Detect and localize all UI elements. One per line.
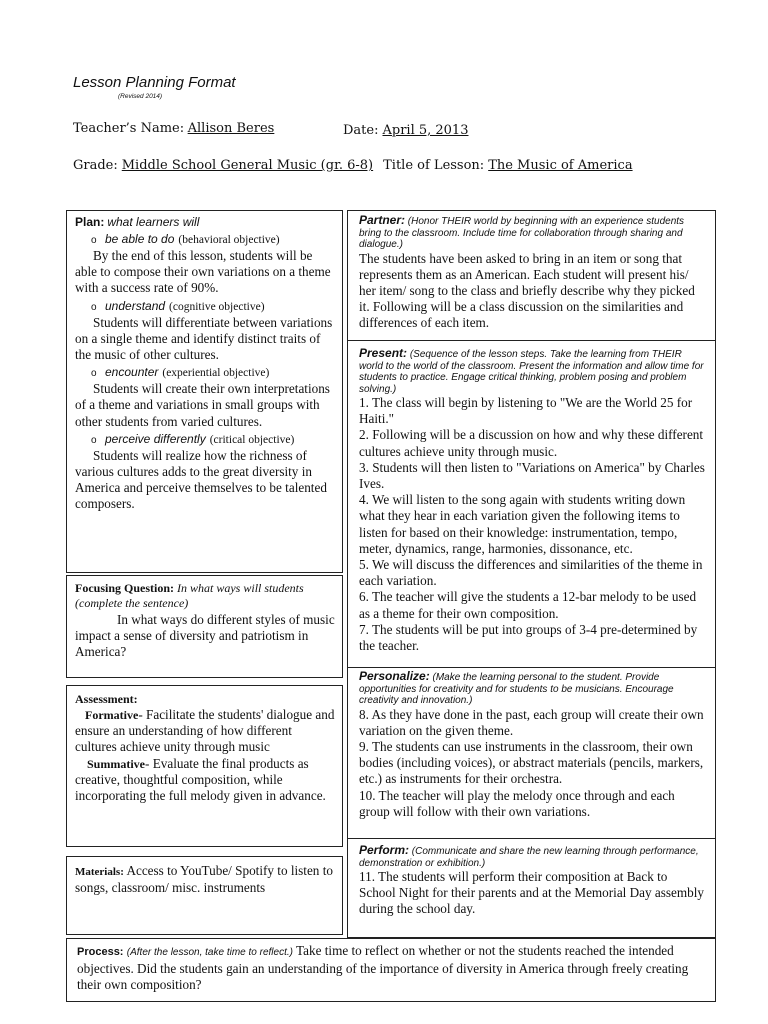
- process-paragraph: [77, 943, 707, 994]
- perform-header: [359, 845, 707, 869]
- partner-text: The students have been asked to bring in an item or song that represents them as an American. Each student will present his/ her item/ song to the class and briefly describe why they picked it. Following will be a class discussion on the similarities and differences of each item.: [359, 250, 695, 331]
- objective-verb: understand: [105, 298, 166, 313]
- summative-text: - Evaluate the final products as creative, thoughtful composition, while incorporating the full melody given in advance.: [75, 755, 326, 804]
- objective-type: (critical objective): [209, 433, 295, 446]
- materials-text: Access to YouTube/ Spotify to listen to songs, classroom/ misc. instruments: [75, 863, 333, 896]
- materials-paragraph: [75, 863, 336, 896]
- personalize-header: [359, 671, 707, 707]
- bullet-icon: o: [91, 434, 97, 446]
- lesson-title-label: Title of Lesson:: [383, 158, 485, 173]
- bullet-icon: o: [91, 301, 97, 313]
- objective-critical: [75, 430, 336, 448]
- right-column: [347, 210, 716, 938]
- partner-label: Partner:: [359, 213, 406, 227]
- teacher-name-row: [73, 121, 296, 137]
- objective-text: By the end of this lesson, students will be able to compose their own variations on a theme with a success rate of 90%.: [75, 248, 331, 296]
- teacher-name-label: Teacher’s Name:: [73, 121, 185, 136]
- plan-header: [75, 215, 336, 230]
- grade-row: [73, 156, 633, 174]
- assessment-box: [66, 685, 343, 847]
- personalize-step: 8. As they have done in the past, each group will create their own variation on the given theme.: [359, 706, 704, 738]
- objective-verb: encounter: [105, 365, 159, 380]
- objective-verb: be able to do: [105, 232, 175, 246]
- focusing-text: In what ways do different styles of music impact a sense of diversity and patriotism in America?: [75, 612, 335, 660]
- materials-box: [66, 856, 343, 935]
- perform-note: (Communicate and share the new learning through performance, demonstration or exhibition.): [359, 846, 699, 869]
- date-row: [343, 121, 484, 139]
- personalize-step: 9. The students can use instruments in the classroom, their own bodies (including voices), or abstract materials (pencils, markers, etc.) as instruments for their orchestra.: [359, 738, 704, 787]
- present-label: Present:: [359, 346, 408, 360]
- partner-section: [348, 211, 715, 341]
- objective-text: Students will differentiate between variations on a single theme and identify distinct traits of the music of other cultures.: [75, 314, 333, 363]
- personalize-label: Personalize:: [359, 669, 430, 683]
- present-step: 2. Following will be a discussion on how and why these different cultures achieve unity through music.: [359, 427, 704, 459]
- summative-label: Summative: [87, 756, 145, 771]
- materials-label: Materials:: [75, 866, 124, 878]
- objective-behavioral: [75, 230, 336, 248]
- objective-experiential: [75, 363, 336, 381]
- present-step: 7. The students will be put into groups of 3-4 pre-determined by the teacher.: [359, 621, 698, 654]
- perform-text: 11. The students will perform their composition at Back to School Night for their parents and at the Memorial Day assembly during the school day.: [359, 869, 704, 917]
- grade-label: Grade:: [73, 158, 118, 173]
- bullet-icon: o: [91, 368, 97, 380]
- objective-verb: perceive differently: [105, 431, 206, 446]
- personalize-section: [348, 668, 715, 839]
- objective-type: (cognitive objective): [169, 300, 265, 313]
- present-step: 4. We will listen to the song again with students writing down what they hear in each variation given the following items to listen for based on their knowledge: instrumentation, tempo, meter, dynamics, range, harmonies, dissonance, etc.: [359, 492, 686, 556]
- present-step: 5. We will discuss the differences and similarities of the theme in each variation.: [359, 557, 703, 589]
- formative-label: Formative: [85, 708, 139, 722]
- objective-type: (experiential objective): [162, 367, 270, 380]
- objective-cognitive: [75, 297, 336, 315]
- grade-value: Middle School General Music (gr. 6-8): [121, 158, 374, 173]
- objective-text: Students will realize how the richness of various cultures adds to the great diversity in America and perceive themselves to be talented composers.: [75, 447, 327, 512]
- page-title: Lesson Planning Format: [73, 74, 236, 91]
- objective-type: (behavioral objective): [178, 234, 280, 246]
- present-step: 3. Students will then listen to "Variations on America" by Charles Ives.: [359, 459, 705, 492]
- focusing-header: [75, 581, 336, 611]
- process-label: Process:: [77, 946, 124, 958]
- present-step: 6. The teacher will give the students a 12-bar melody to be used as a theme for their own composition.: [359, 589, 697, 621]
- assessment-label: Assessment:: [75, 692, 138, 706]
- focusing-question-box: [66, 575, 343, 678]
- formative-text: - Facilitate the students' dialogue and ensure an understanding of how different cultures achieve unity through music: [75, 707, 335, 755]
- plan-label: Plan:: [75, 215, 105, 229]
- summative-paragraph: [75, 756, 336, 805]
- process-text: Take time to reflect on whether or not the students reached the intended objectives. Did the students gain an understanding of the importance of diversity in America through freely creating their own composition?: [77, 943, 689, 993]
- focusing-label: Focusing Question:: [75, 581, 175, 595]
- plan-subtitle: what learners will: [107, 215, 200, 229]
- personalize-note: (Make the learning personal to the student. Provide opportunities for creativity and for students to be musicians. Encourage creativity and innovation.): [359, 672, 674, 706]
- date-label: Date:: [343, 123, 379, 138]
- present-section: [348, 341, 715, 668]
- perform-label: Perform:: [359, 843, 410, 857]
- partner-header: [359, 215, 707, 251]
- date-value: April 5, 2013: [382, 123, 469, 138]
- perform-section: [348, 839, 715, 937]
- present-header: [359, 348, 707, 395]
- plan-box: [66, 210, 343, 573]
- present-note: (Sequence of the lesson steps. Take the learning from THEIR world to the world of the classroom. Present the information and allow time for students to practice. Engage critical thinking, problem posing and problem solving.): [359, 349, 704, 395]
- lesson-title-value: The Music of America: [488, 158, 633, 173]
- personalize-step: 10. The teacher will play the melody once through and each group will follow with their own variations.: [359, 787, 675, 819]
- formative-paragraph: [75, 707, 336, 756]
- teacher-name-value: Allison Beres: [187, 121, 275, 136]
- objective-text: Students will create their own interpretations of a theme and variations in small groups with other students from varied cultures.: [75, 381, 330, 429]
- focusing-prompt: In what ways will students (complete the sentence): [75, 581, 304, 610]
- partner-note: (Honor THEIR world by beginning with an experience students bring to the classroom. Include time for collaboration through sharing and dialogue.): [359, 216, 685, 250]
- present-step: 1. The class will begin by listening to "We are the World 25 for Haiti.": [359, 395, 693, 427]
- bullet-icon: o: [91, 235, 97, 246]
- process-box: [66, 938, 716, 1002]
- process-note: (After the lesson, take time to reflect.): [126, 947, 293, 958]
- revised-note: (Revised 2014): [118, 93, 163, 100]
